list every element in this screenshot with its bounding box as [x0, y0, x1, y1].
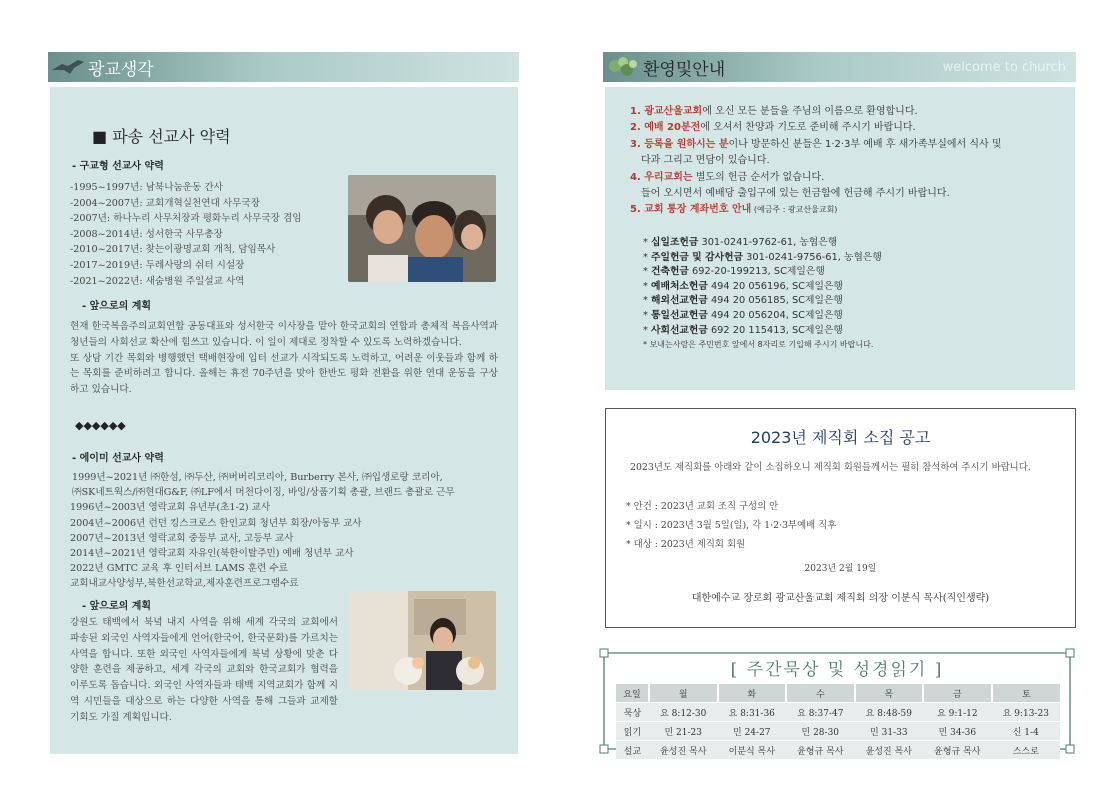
diamond-divider: ◆◆◆◆◆◆ — [75, 419, 126, 432]
left-header-title: 광교생각 — [88, 59, 154, 80]
leaf-icon — [603, 52, 643, 82]
account-list — [643, 236, 882, 353]
account-note: * 보내는사람은 주민번호 앞에서 8자리로 기입해 주시기 바랍니다. — [643, 340, 874, 350]
reading-cell: 요 8:31-36 — [718, 703, 787, 722]
missionary-section-title: ■ 파송 선교사 약력 — [92, 127, 231, 146]
reading-cell: 읽기 — [616, 722, 649, 741]
account-row: * 주일헌금 및 감사헌금 301-0241-9756-61, 농협은행 — [643, 251, 882, 263]
welcome-item: 3. 등록을 원하시는 분이나 방문하신 분들은 1·2·3부 예배 후 새가족부실에서 식사 및 — [630, 138, 1002, 150]
amy-photo — [348, 591, 496, 690]
amy-history-item: ㈜SK네트웍스/㈜현대G&F, ㈜LF에서 머천다이징, 바잉/상품기획 총괄, 브랜드 총괄로 근무 — [72, 487, 455, 499]
koo-history-item: -2021~2022년: 새숨병원 주일설교 사역 — [70, 275, 245, 287]
amy-history-list — [70, 470, 455, 592]
account-row: * 예배처소헌금 494 20 056196, SC제일은행 — [643, 280, 843, 292]
amy-history-item: 2004년~2006년 런던 킹스크로스 한인교회 청년부 회장/아동부 교사 — [70, 517, 362, 529]
notice-body: 2023년도 제직회를 아래와 같이 소집하오니 제직회 회원들께서는 필히 참석하여 주시기 바랍니다. — [630, 462, 1031, 473]
reading-header-cell: 금 — [923, 684, 992, 703]
notice-item: * 일시 : 2023년 3월 5일(일), 각 1·2·3부예배 직후 — [626, 520, 837, 531]
reading-cell: 요 9:13-23 — [992, 703, 1060, 722]
notice-item: * 대상 : 2023년 제직회 회원 — [626, 539, 746, 550]
notice-date: 2023년 2월 19일 — [804, 564, 877, 574]
reading-cell: 윤형규 목사 — [923, 741, 992, 760]
reading-row — [616, 741, 1060, 760]
amy-history-item: 2014년~2021년 영락교회 자유인(북한이탈주민) 예배 청년부 교사 — [70, 548, 354, 560]
welcome-item: 4. 우리교회는 별도의 헌금 순서가 없습니다. — [630, 171, 825, 183]
welcome-item: 1. 광교산울교회에 오신 모든 분들을 주님의 이름으로 환영합니다. — [630, 106, 918, 117]
right-header-subtitle: welcome to church — [942, 59, 1066, 75]
reading-cell: 윤형규 목사 — [786, 741, 855, 760]
reading-header-cell: 요일 — [616, 684, 649, 703]
welcome-list — [630, 104, 1070, 219]
right-header-bar — [603, 52, 1076, 82]
reading-cell: 윤성진 목사 — [649, 741, 718, 760]
reading-cell: 민 28-30 — [786, 722, 855, 741]
koo-history-item: -1995~1997년: 남북나눔운동 간사 — [70, 182, 223, 193]
reading-cell: 요 8:48-59 — [855, 703, 924, 722]
meeting-notice-box — [605, 408, 1076, 628]
account-row: * 통일선교헌금 494 20 056204, SC제일은행 — [643, 309, 843, 321]
amy-subtitle: - 에이미 선교사 약력 — [72, 453, 164, 464]
notice-item: * 안건 : 2023년 교회 조직 구성의 안 — [626, 501, 779, 512]
amy-history-item: 2022년 GMTC 교육 후 인터서브 LAMS 훈련 수료 — [70, 563, 288, 575]
amy-plan-paragraph: 강원도 태백에서 북녘 내지 사역을 위해 세계 각국의 교회에서 파송된 외국인 사역자들에게 언어(한국어, 한국문화)를 가르치는 사역을 합니다. 또한 외국인 사역자들에게 북녘 상황에 맞춘 다양한 훈련을 제공하고, 세계 각국의 교회와 한국교회가 협력을 이루도록 돕습니다. 외국인 사역자들과 태백 지역교회가 함께 지역 시민들을 대상으로 하는 다양한 사역을 통해 그들과 교제할 기회도 가질 계획입니다. — [70, 617, 338, 723]
koo-subtitle: - 구교형 선교사 약력 — [72, 161, 164, 172]
reading-row — [616, 703, 1060, 722]
reading-header-cell: 월 — [649, 684, 718, 703]
reading-cell: 민 24-27 — [718, 722, 787, 741]
account-row: * 건축헌금 692-20-199213, SC제일은행 — [643, 266, 825, 278]
amy-history-item: 2007년~2013년 영락교회 중등부 교사, 고등부 교사 — [70, 532, 294, 544]
amy-history-item: 1996년~2003년 영락교회 유년부(초1-2) 교사 — [70, 502, 271, 514]
koo-history-item: -2017~2019년: 두레사랑의 쉬터 시설장 — [70, 259, 245, 271]
koo-plan-text — [70, 319, 498, 398]
reading-header-cell: 토 — [992, 684, 1060, 703]
notice-items — [626, 497, 836, 554]
reading-frame — [598, 643, 1076, 759]
koo-plan-subtitle: - 앞으로의 계획 — [82, 301, 152, 312]
reading-cell: 묵상 — [616, 703, 649, 722]
reading-header-cell: 수 — [786, 684, 855, 703]
notice-title: 2023년 제직회 소집 공고 — [750, 428, 931, 447]
koo-history-item: -2010~2017년: 찾는이광명교회 개척, 담임목사 — [70, 244, 276, 256]
reading-cell: 민 21-23 — [649, 722, 718, 741]
amy-plan-subtitle: - 앞으로의 계획 — [82, 601, 152, 612]
bird-icon — [48, 52, 88, 82]
account-row: * 해외선교헌금 494 20 056185, SC제일은행 — [643, 295, 843, 307]
welcome-item-cont: 다과 그리고 면담이 있습니다. — [641, 155, 770, 167]
koo-history-item: -2007년: 하나누리 사무처장과 평화누리 사무국장 겸임 — [70, 213, 302, 225]
welcome-item-cont: 들어 오시면서 예배당 출입구에 있는 헌금함에 헌금해 주시기 바랍니다. — [641, 188, 950, 200]
koo-history-item: -2004~2007년: 교회개혁실천연대 사무국장 — [70, 197, 260, 209]
right-header-title: 환영및안내 — [643, 59, 726, 80]
reading-cell: 요 8:37-47 — [786, 703, 855, 722]
reading-cell: 민 31-33 — [855, 722, 924, 741]
account-row: * 십일조헌금 301-0241-9762-61, 농협은행 — [643, 237, 838, 248]
welcome-item: 2. 예배 20분전에 오셔서 찬양과 기도로 준비해 주시기 바랍니다. — [630, 122, 916, 134]
koo-history-list — [70, 180, 302, 289]
notice-signature: 대한예수교 장로회 광교산울교회 제직회 의장 이분식 목사(직인생략) — [691, 593, 990, 604]
reading-header-cell: 목 — [855, 684, 924, 703]
koo-history-item: -2008~2014년: 성서한국 사무총장 — [70, 228, 223, 240]
reading-cell: 설교 — [616, 741, 649, 760]
reading-row — [616, 722, 1060, 741]
koo-plan-paragraph: 또 상담 기간 목회와 병행했던 택배현장에 입터 선교가 시작되도록 노력하고, 어려운 이웃들과 함께 하는 목회를 준비하려고 합니다. 올해는 휴전 70주년을 맞아 한반도 평화 전환을 위한 연대 운동을 구상하고 있습니다. — [70, 352, 498, 396]
amy-history-item: 교회내교사양성부,북한선교학교,제자훈련프로그램수료 — [70, 578, 299, 590]
reading-title: [ 주간묵상 및 성경읽기 ] — [730, 660, 944, 680]
reading-cell: 민 34-36 — [923, 722, 992, 741]
amy-history-item: 1999년~2021년 ㈜한섬, ㈜두산, ㈜버버리코리아, Burberry 본사, ㈜입생로랑 코리아, — [72, 472, 443, 483]
reading-cell: 신 1-4 — [992, 722, 1060, 741]
left-header-bar — [48, 52, 519, 82]
reading-cell: 윤성진 목사 — [855, 741, 924, 760]
koo-family-photo — [348, 175, 496, 282]
reading-cell: 요 9:1-12 — [923, 703, 992, 722]
reading-header-row — [616, 684, 1060, 703]
reading-cell: 요 8:12-30 — [649, 703, 718, 722]
reading-cell: 이분식 목사 — [718, 741, 787, 760]
welcome-item: 5. 교회 통장 계좌번호 안내 (예금주 : 광교산울교회) — [630, 204, 838, 216]
reading-table — [616, 684, 1060, 760]
koo-plan-paragraph: 현재 한국복음주의교회연합 공동대표와 성서한국 이사장을 맡아 한국교회의 연합과 총체적 복음사역과 청년들의 사회선교 확산에 힘쓰고 있습니다. 이 일이 제대로 정착할 수 있도록 노력하겠습니다. — [70, 321, 498, 348]
reading-header-cell: 화 — [718, 684, 787, 703]
account-row: * 사회선교헌금 692 20 115413, SC제일은행 — [643, 324, 843, 336]
reading-cell: 스스로 — [992, 741, 1060, 760]
